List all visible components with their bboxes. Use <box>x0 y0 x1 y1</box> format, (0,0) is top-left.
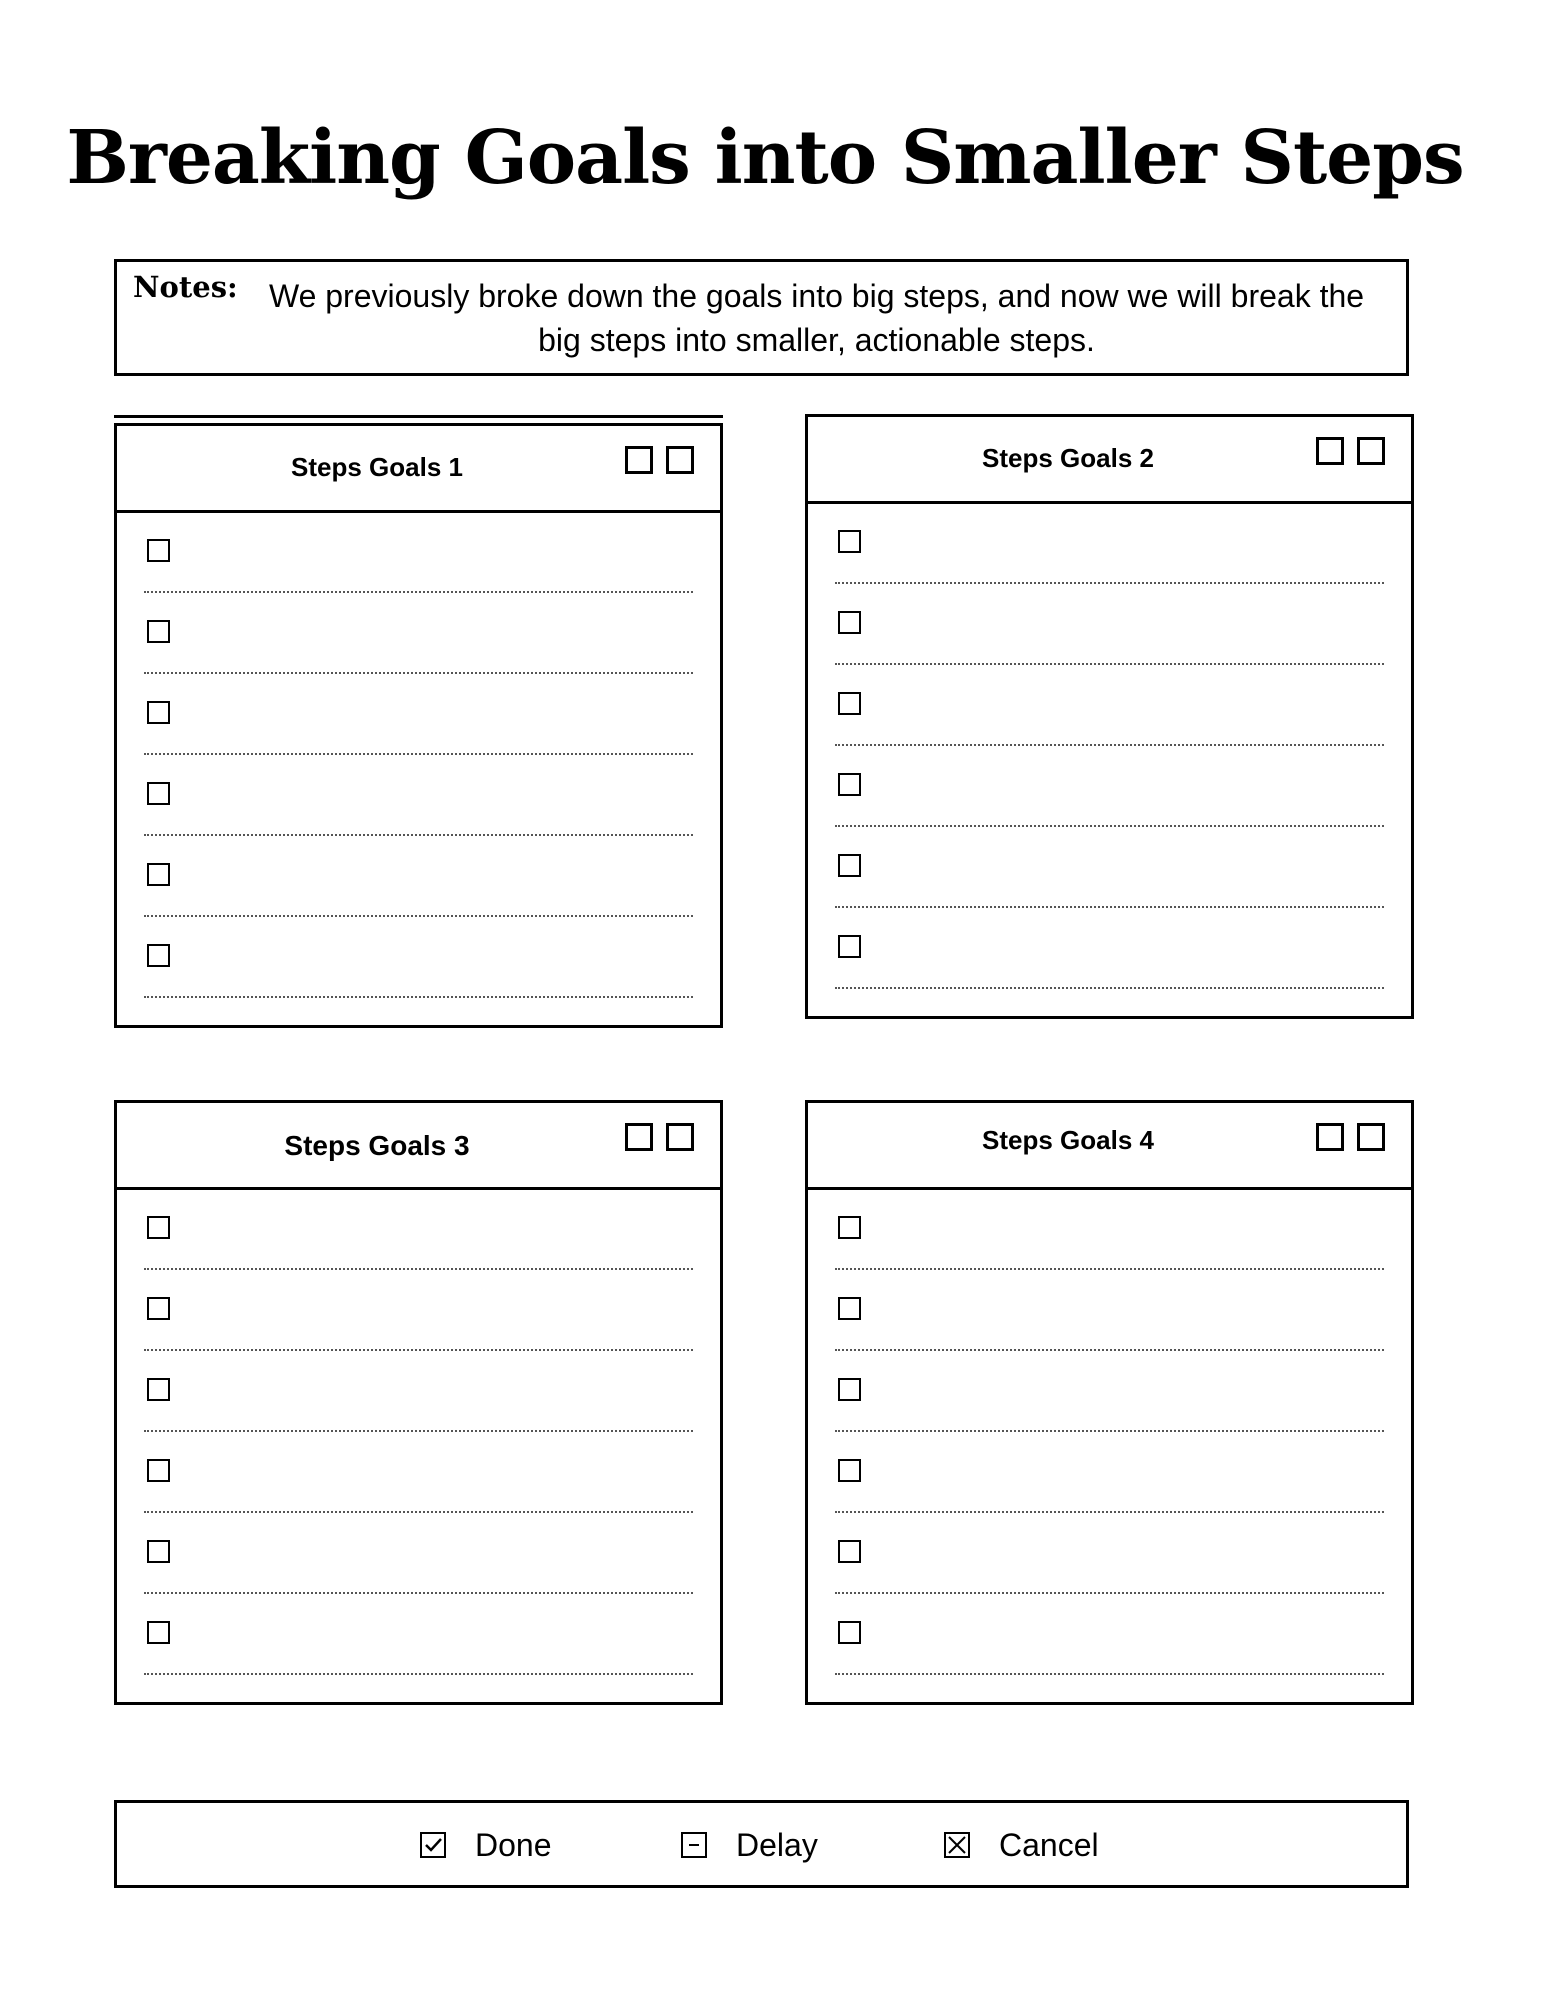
header-checkbox-1[interactable] <box>625 1123 653 1151</box>
status-legend <box>114 1800 1409 1888</box>
header-checkbox-2[interactable] <box>666 446 694 474</box>
step-checkbox[interactable] <box>838 1621 861 1644</box>
step-checkbox[interactable] <box>147 539 170 562</box>
step-checkbox[interactable] <box>838 854 861 877</box>
step-row[interactable] <box>835 1270 1384 1351</box>
step-row[interactable] <box>144 836 693 917</box>
step-checkbox[interactable] <box>147 1540 170 1563</box>
step-list <box>144 1189 693 1675</box>
step-checkbox[interactable] <box>838 1378 861 1401</box>
step-row[interactable] <box>835 665 1384 746</box>
step-row[interactable] <box>144 1513 693 1594</box>
panel-header <box>808 1103 1411 1190</box>
step-row[interactable] <box>144 1189 693 1270</box>
step-checkbox[interactable] <box>838 935 861 958</box>
panel-title: Steps Goals 4 <box>982 1125 1154 1155</box>
minus-box-icon <box>680 1831 708 1859</box>
header-checkbox-1[interactable] <box>1316 1123 1344 1151</box>
step-checkbox[interactable] <box>147 863 170 886</box>
steps-goals-panel-2 <box>805 414 1414 1019</box>
header-checkbox-1[interactable] <box>1316 437 1344 465</box>
header-checkbox-1[interactable] <box>625 446 653 474</box>
step-list <box>144 512 693 998</box>
step-checkbox[interactable] <box>838 611 861 634</box>
step-checkbox[interactable] <box>147 1216 170 1239</box>
step-checkbox[interactable] <box>147 620 170 643</box>
step-row[interactable] <box>835 584 1384 665</box>
legend-cancel <box>943 1825 1099 1865</box>
step-checkbox[interactable] <box>838 1540 861 1563</box>
step-checkbox[interactable] <box>147 1621 170 1644</box>
step-row[interactable] <box>835 908 1384 989</box>
step-checkbox[interactable] <box>838 1297 861 1320</box>
step-row[interactable] <box>144 1270 693 1351</box>
step-checkbox[interactable] <box>147 782 170 805</box>
legend-done-label: Done <box>475 1826 552 1863</box>
legend-done <box>419 1825 552 1865</box>
panel-header <box>808 417 1411 504</box>
header-checkbox-2[interactable] <box>1357 437 1385 465</box>
step-row[interactable] <box>835 827 1384 908</box>
page-title: Breaking Goals into Smaller Steps <box>66 115 1464 201</box>
step-checkbox[interactable] <box>838 530 861 553</box>
step-checkbox[interactable] <box>838 773 861 796</box>
step-row[interactable] <box>835 1513 1384 1594</box>
step-checkbox[interactable] <box>838 1216 861 1239</box>
step-checkbox[interactable] <box>838 1459 861 1482</box>
step-checkbox[interactable] <box>147 1459 170 1482</box>
step-list <box>835 503 1384 989</box>
step-checkbox[interactable] <box>147 1378 170 1401</box>
legend-cancel-label: Cancel <box>999 1826 1099 1863</box>
notes-label: Notes: <box>133 270 238 304</box>
steps-goals-panel-3 <box>114 1100 723 1705</box>
step-row[interactable] <box>144 512 693 593</box>
panel-header <box>117 1103 720 1190</box>
panel-title: Steps Goals 1 <box>291 452 463 482</box>
step-row[interactable] <box>144 1594 693 1675</box>
step-row[interactable] <box>144 674 693 755</box>
step-list <box>835 1189 1384 1675</box>
step-checkbox[interactable] <box>147 701 170 724</box>
step-row[interactable] <box>835 1189 1384 1270</box>
step-row[interactable] <box>144 755 693 836</box>
step-checkbox[interactable] <box>838 692 861 715</box>
steps-goals-panel-4 <box>805 1100 1414 1705</box>
panel-title: Steps Goals 3 <box>284 1130 470 1161</box>
panel-header <box>117 426 720 513</box>
header-checkbox-2[interactable] <box>666 1123 694 1151</box>
step-row[interactable] <box>835 503 1384 584</box>
panel-title: Steps Goals 2 <box>982 443 1154 473</box>
step-row[interactable] <box>835 746 1384 827</box>
step-row[interactable] <box>144 1432 693 1513</box>
step-row[interactable] <box>835 1351 1384 1432</box>
step-row[interactable] <box>835 1432 1384 1513</box>
step-row[interactable] <box>835 1594 1384 1675</box>
notes-text: We previously broke down the goals into big steps, and now we will break the big steps into smaller, actionable steps. <box>268 278 1365 358</box>
step-row[interactable] <box>144 1351 693 1432</box>
checked-box-icon <box>419 1831 447 1859</box>
step-checkbox[interactable] <box>147 1297 170 1320</box>
steps-goals-panel-1 <box>114 423 723 1028</box>
legend-delay-label: Delay <box>736 1826 818 1863</box>
header-checkbox-2[interactable] <box>1357 1123 1385 1151</box>
notes-box <box>114 259 1409 376</box>
step-row[interactable] <box>144 593 693 674</box>
x-box-icon <box>943 1831 971 1859</box>
legend-delay <box>680 1825 818 1865</box>
step-checkbox[interactable] <box>147 944 170 967</box>
step-row[interactable] <box>144 917 693 998</box>
